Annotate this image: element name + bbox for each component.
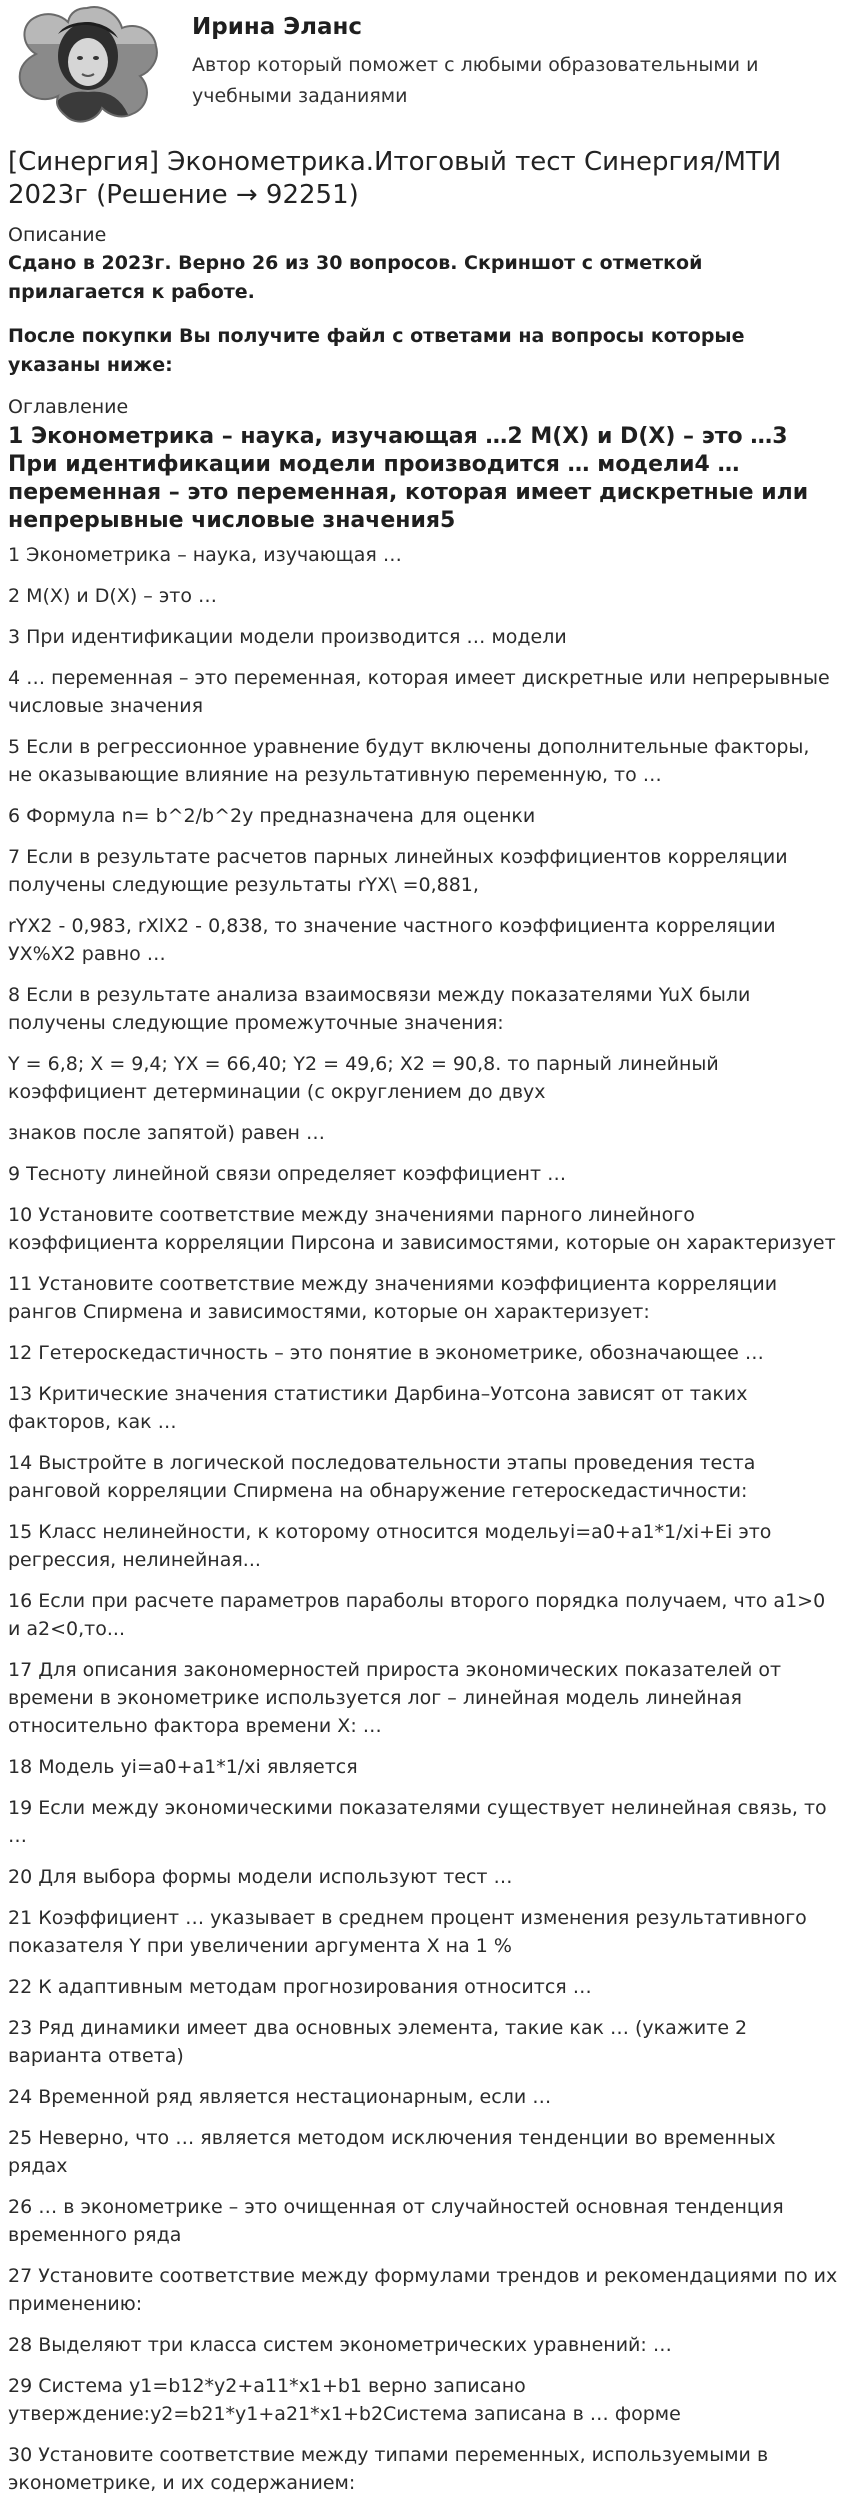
author-description: Автор который поможет с любыми образовательными и учебными заданиями — [192, 54, 759, 107]
description-summary: Сдано в 2023г. Верно 26 из 30 вопросов. Скриншот с отметкой прилагается к работе. — [8, 252, 703, 303]
question-list — [8, 541, 839, 2497]
question-item: 2 M(X) и D(X) – это … — [8, 585, 217, 607]
question-item: 14 Выстройте в логической последовательности этапы проведения теста ранговой корреляции Спирмена на обнаружение гетероскедастичности: — [8, 1452, 756, 1502]
author-name[interactable]: Ирина Эланс — [192, 14, 363, 40]
question-item: 15 Класс нелинейности, к которому относится модельyi=a0+a1*1/xi+Ei это регрессия, нелинейная... — [8, 1521, 772, 1571]
question-item: 7 Если в результате расчетов парных линейных коэффициентов корреляции получены следующие результаты rYX\ =0,881, — [8, 846, 788, 896]
product-title: [Синергия] Эконометрика.Итоговый тест Синергия/МТИ 2023г (Решение → 92251) — [8, 147, 782, 210]
question-item: rYX2 - 0,983, rXlX2 - 0,838, то значение частного коэффициента корреляции УХ%Х2 равно … — [8, 915, 776, 965]
question-item: 29 Система y1=b12*y2+a11*x1+b1 верно записано утверждение:y2=b21*y1+a21*x1+b2Система записана в … форме — [8, 2375, 681, 2425]
author-card — [8, 0, 839, 130]
question-item: 18 Модель yi=a0+a1*1/xi является — [8, 1756, 358, 1778]
toc-label: Оглавление — [8, 396, 129, 418]
description-label: Описание — [8, 224, 107, 246]
toc-heading: 1 Эконометрика – наука, изучающая …2 M(X) и D(X) – это …3 При идентификации модели производится … модели4 … переменная – это переменная, которая имеет дискретные или непрерывные числовые значения5 — [8, 424, 809, 533]
question-item: 20 Для выбора формы модели используют тест … — [8, 1866, 513, 1888]
question-item: 10 Установите соответствие между значениями парного линейного коэффициента корреляции Пирсона и зависимостями, которые он характеризует — [8, 1204, 836, 1254]
question-item: 6 Формула n= b^2/b^2y предназначена для оценки — [8, 805, 536, 827]
question-item: Y = 6,8; X = 9,4; YX = 66,40; Y2 = 49,6; X2 = 90,8. то парный линейный коэффициент детерминации (с округлением до двух — [8, 1053, 719, 1103]
description-note: После покупки Вы получите файл с ответами на вопросы которые указаны ниже: — [8, 325, 745, 376]
question-item: 30 Установите соответствие между типами переменных, используемыми в эконометрике, и их содержанием: — [8, 2444, 769, 2494]
question-item: 12 Гетероскедастичность – это понятие в эконометрике, обозначающее … — [8, 1342, 764, 1364]
question-item: 22 К адаптивным методам прогнозирования относится … — [8, 1976, 592, 1998]
question-item: 25 Неверно, что … является методом исключения тенденции во временных рядах — [8, 2127, 776, 2177]
question-item: 5 Если в регрессионное уравнение будут включены дополнительные факторы, не оказывающие влияние на результативную переменную, то … — [8, 736, 810, 786]
question-item: 1 Эконометрика – наука, изучающая … — [8, 544, 402, 566]
question-item: 21 Коэффициент … указывает в среднем процент изменения результативного показателя Y при увеличении аргумента X на 1 % — [8, 1907, 807, 1957]
question-item: знаков после запятой) равен … — [8, 1122, 326, 1144]
question-item: 3 При идентификации модели производится … модели — [8, 626, 567, 648]
question-item: 19 Если между экономическими показателями существует нелинейная связь, то … — [8, 1797, 827, 1847]
question-item: 16 Если при расчете параметров параболы второго порядка получаем, что a1>0 и a2<0,то... — [8, 1590, 826, 1640]
question-item: 4 … переменная – это переменная, которая имеет дискретные или непрерывные числовые значения — [8, 667, 830, 717]
question-item: 13 Критические значения статистики Дарбина–Уотсона зависят от таких факторов, как … — [8, 1383, 748, 1433]
avatar[interactable] — [14, 4, 160, 126]
question-item: 8 Если в результате анализа взаимосвязи между показателями YuX были получены следующие промежуточные значения: — [8, 984, 751, 1034]
avatar-image — [14, 4, 160, 126]
question-item: 27 Установите соответствие между формулами трендов и рекомендациями по их применению: — [8, 2265, 838, 2315]
question-item: 9 Тесноту линейной связи определяет коэффициент … — [8, 1163, 567, 1185]
question-item: 17 Для описания закономерностей прироста экономических показателей от времени в эконометрике используется лог – линейная модель линейная относительно фактора времени X: … — [8, 1659, 782, 1737]
question-item: 11 Установите соответствие между значениями коэффициента корреляции рангов Спирмена и зависимостями, которые он характеризует: — [8, 1273, 778, 1323]
question-item: 23 Ряд динамики имеет два основных элемента, такие как … (укажите 2 варианта ответа) — [8, 2017, 748, 2067]
question-item: 24 Временной ряд является нестационарным, если … — [8, 2086, 552, 2108]
question-item: 26 … в эконометрике – это очищенная от случайностей основная тенденция временного ряда — [8, 2196, 784, 2246]
question-item: 28 Выделяют три класса систем эконометрических уравнений: … — [8, 2334, 672, 2356]
